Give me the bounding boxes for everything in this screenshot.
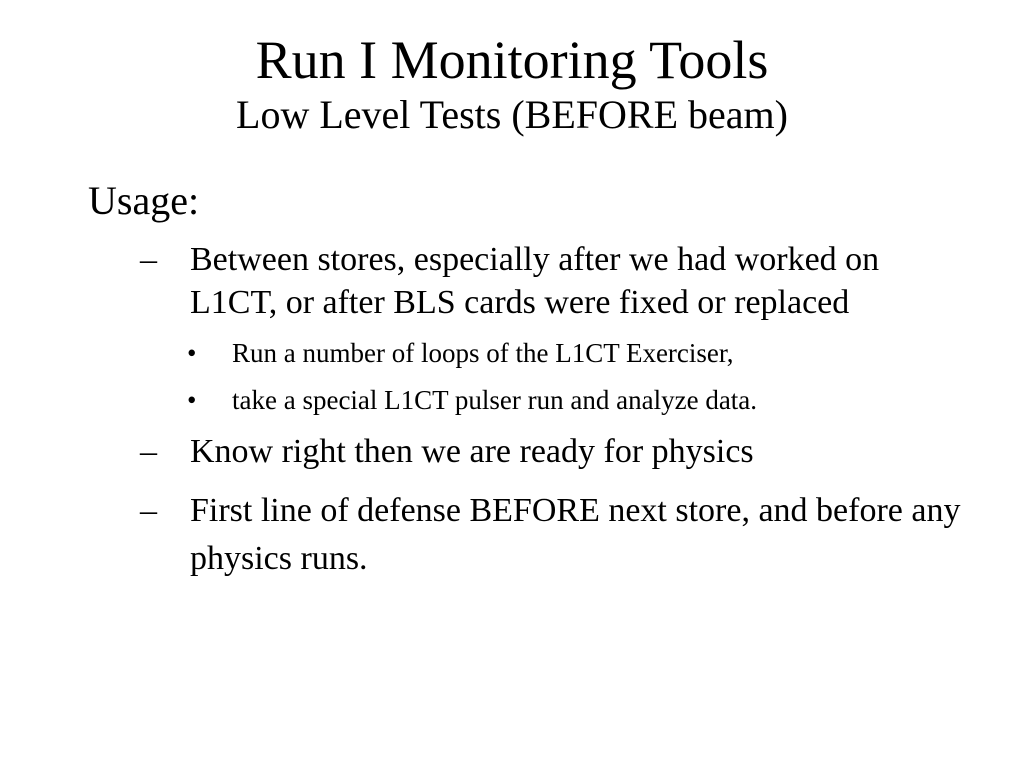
bullet-marker: •	[187, 338, 197, 368]
list-item	[88, 238, 968, 324]
dash-marker: –	[140, 433, 157, 470]
slide-title: Run I Monitoring Tools	[255, 30, 769, 90]
dash-marker: –	[140, 241, 157, 278]
slide-subtitle: Low Level Tests (BEFORE beam)	[236, 92, 788, 137]
sub-list-item-text: Run a number of loops of the L1CT Exerciser,	[232, 338, 734, 368]
dash-marker: –	[140, 492, 157, 529]
sub-list-item	[88, 383, 968, 417]
usage-heading: Usage:	[88, 178, 200, 223]
list-item	[88, 430, 968, 473]
bullet-marker: •	[187, 385, 197, 415]
list-item-text: Between stores, especially after we had worked on L1CT, or after BLS cards were fixed or replaced	[190, 241, 880, 321]
sub-list-item	[88, 336, 968, 370]
title-block	[0, 28, 1024, 138]
list-item-text: First line of defense BEFORE next store, and before any physics runs.	[190, 492, 961, 577]
slide-body	[88, 178, 968, 595]
list-item	[88, 487, 968, 583]
list-item-text: Know right then we are ready for physics	[190, 433, 754, 470]
sub-list-item-text: take a special L1CT pulser run and analyze data.	[232, 385, 758, 415]
